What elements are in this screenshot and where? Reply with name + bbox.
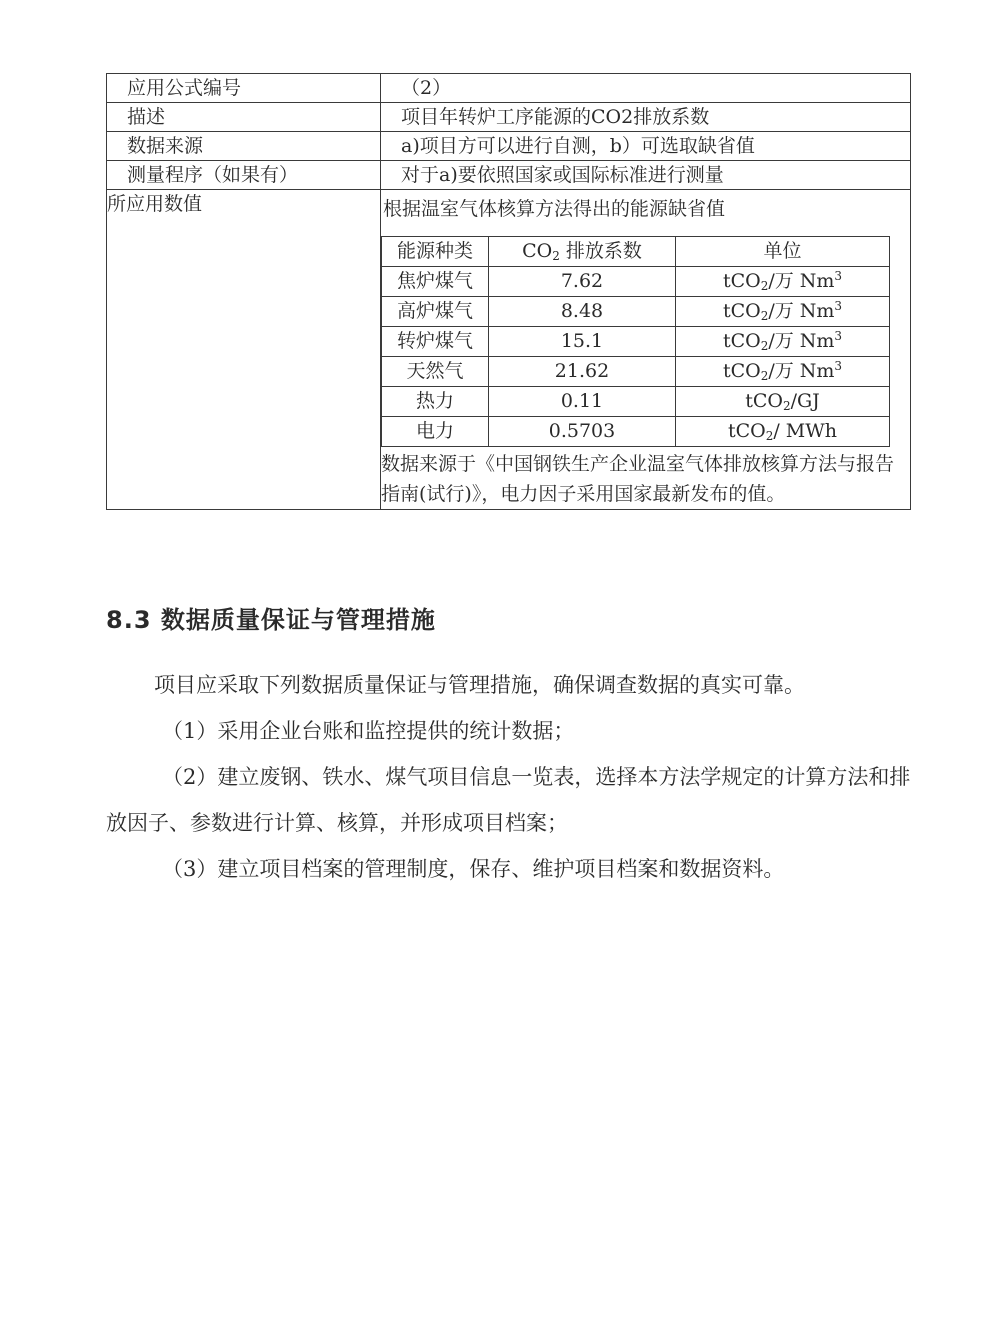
unit: tCO$_2$/万 Nm$^3$: [676, 327, 890, 357]
row-label: 描述: [107, 103, 381, 132]
row-value: 对于a)要依照国家或国际标准进行测量: [381, 161, 911, 190]
table-row: [107, 161, 911, 190]
inner-header-row: [382, 237, 890, 267]
row-label: 测量程序（如果有）: [107, 161, 381, 190]
parameter-table: [106, 73, 911, 510]
unit: tCO$_2$/万 Nm$^3$: [676, 267, 890, 297]
table-row-applied-values: [107, 190, 911, 510]
emission-factor: 15.1: [489, 327, 676, 357]
inner-row: [382, 297, 890, 327]
inner-row: [382, 417, 890, 447]
table-row: [107, 74, 911, 103]
table-row: [107, 132, 911, 161]
section-heading: 8.3 数据质量保证与管理措施: [106, 606, 436, 634]
energy-type: 焦炉煤气: [382, 267, 489, 297]
row-value: 项目年转炉工序能源的CO2排放系数: [381, 103, 911, 132]
row-value: （2）: [381, 74, 911, 103]
unit: tCO$_2$/ MWh: [676, 417, 890, 447]
energy-type: 电力: [382, 417, 489, 447]
section-intro: 项目应采取下列数据质量保证与管理措施，确保调查数据的真实可靠。: [154, 673, 805, 697]
list-item: （1）采用企业台账和监控提供的统计数据；: [162, 719, 575, 743]
applied-intro: 根据温室气体核算方法得出的能源缺省值: [383, 198, 726, 220]
unit: tCO$_2$/GJ: [676, 387, 890, 417]
energy-type: 高炉煤气: [382, 297, 489, 327]
row-label: 应用公式编号: [107, 74, 381, 103]
header-emission-factor: $CO_2$ 排放系数: [489, 237, 676, 267]
inner-row: [382, 267, 890, 297]
row-label: 数据来源: [107, 132, 381, 161]
emission-factor: 0.11: [489, 387, 676, 417]
inner-row: [382, 327, 890, 357]
inner-row: [382, 357, 890, 387]
header-energy-type: 能源种类: [382, 237, 489, 267]
emission-factor: 21.62: [489, 357, 676, 387]
emission-factor-table: [381, 236, 890, 447]
unit: tCO$_2$/万 Nm$^3$: [676, 297, 890, 327]
emission-factor: 7.62: [489, 267, 676, 297]
applied-values-cell: [381, 190, 911, 510]
list-item: （2）建立废钢、铁水、煤气项目信息一览表，选择本方法学规定的计算方法和排放因子、参数进行计算、核算，并形成项目档案；: [106, 765, 911, 835]
row-label: 所应用数值: [107, 190, 381, 510]
energy-type: 天然气: [382, 357, 489, 387]
energy-type: 热力: [382, 387, 489, 417]
inner-row: [382, 387, 890, 417]
emission-factor: 0.5703: [489, 417, 676, 447]
emission-factor: 8.48: [489, 297, 676, 327]
unit: tCO$_2$/万 Nm$^3$: [676, 357, 890, 387]
energy-type: 转炉煤气: [382, 327, 489, 357]
row-value: a)项目方可以进行自测，b）可选取缺省值: [381, 132, 911, 161]
header-unit: 单位: [676, 237, 890, 267]
table-row: [107, 103, 911, 132]
list-item: （3）建立项目档案的管理制度，保存、维护项目档案和数据资料。: [162, 857, 785, 881]
data-source-note: 数据来源于《中国钢铁生产企业温室气体排放核算方法与报告指南(试行)》，电力因子采用国家最新发布的值。: [381, 453, 895, 505]
